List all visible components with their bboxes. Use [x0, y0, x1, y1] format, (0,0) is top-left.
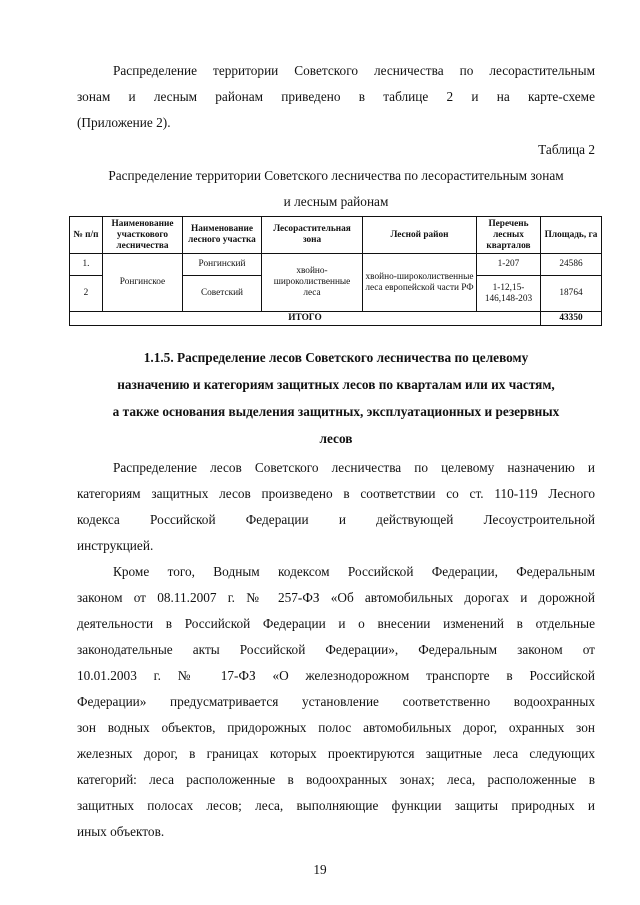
para2-line: законом от 08.11.2007 г. № 257-ФЗ «Об автомобильных дорогах и дорожной [77, 590, 595, 605]
intro-line: Распределение территории Советского лесничества по лесорастительным [113, 63, 595, 78]
heading-line: 1.1.5. Распределение лесов Советского лесничества по целевому [143, 350, 529, 365]
para1-line: инструкцией. [77, 538, 154, 553]
para2-line: деятельности в Российской Федерации и о внесении изменений в отдельные [77, 616, 595, 631]
heading-line: лесов [319, 431, 353, 446]
section-heading [77, 344, 595, 452]
para2-line: зон водных объектов, придорожных полос автомобильных дорог, охранных зон [77, 720, 595, 735]
cell-area: 18764 [541, 276, 602, 312]
paragraph-1 [77, 455, 595, 559]
cell-uchastok: Ронгинский [183, 254, 262, 276]
total-value: 43350 [541, 312, 602, 326]
para2-line: 10.01.2003 г. № 17-ФЗ «О железнодорожном транспорте в Российской [77, 668, 595, 683]
table-label: Таблица 2 [538, 142, 595, 157]
table-header-row [70, 217, 602, 254]
heading-line: назначению и категориям защитных лесов по кварталам или их частям, [117, 377, 555, 392]
header-uch-lesn: Наименование участкового лесничества [103, 217, 183, 254]
para2-line: железных дорог, в границах которых проектируются защитные леса следующих [77, 746, 595, 761]
header-num: № п/п [70, 217, 103, 254]
cell-kvartaly: 1-207 [477, 254, 541, 276]
forest-zones-table [69, 216, 602, 326]
header-area: Площадь, га [541, 217, 602, 254]
para2-line: защитных полосах лесов; леса, выполняющие функции защиты природных и [77, 798, 595, 813]
heading-line: а также основания выделения защитных, эксплуатационных и резервных [112, 404, 560, 419]
paragraph-2 [77, 559, 595, 845]
page-number: 19 [313, 862, 327, 877]
para2-line: Федерации» предусматривается установление соответственно водоохранных [77, 694, 595, 709]
cell-rayon: хвойно-широколиственные леса европейской части РФ [363, 254, 477, 312]
para2-line: категорий: леса расположенные в водоохранных зонах; леса, расположенные в [77, 772, 595, 787]
header-rayon: Лесной район [363, 217, 477, 254]
para2-line: законодательные акты Российской Федерации», Федеральным законом от [77, 642, 595, 657]
cell-kvartaly: 1-12,15-146,148-203 [477, 276, 541, 312]
para2-line: иных объектов. [77, 824, 165, 839]
table-title-line1: Распределение территории Советского лесничества по лесорастительным зонам [108, 168, 564, 183]
header-uchastok: Наименование лесного участка [183, 217, 262, 254]
table-total-row [70, 312, 602, 326]
intro-paragraph [77, 58, 595, 136]
header-zona: Лесорастительная зона [262, 217, 363, 254]
para1-line: категориям защитных лесов произведено в соответствии со ст. 110-119 Лесного [77, 486, 595, 501]
cell-area: 24586 [541, 254, 602, 276]
table-row [70, 254, 602, 276]
header-kvartaly: Перечень лесных кварталов [477, 217, 541, 254]
para2-line: Кроме того, Водным кодексом Российской Федерации, Федеральным [113, 564, 595, 579]
cell-num: 1. [70, 254, 103, 276]
cell-num: 2 [70, 276, 103, 312]
cell-uch-lesn: Ронгинское [103, 254, 183, 312]
cell-uchastok: Советский [183, 276, 262, 312]
intro-line: зонам и лесным районам приведено в таблице 2 и на карте-схеме [77, 89, 595, 104]
total-label: ИТОГО [70, 312, 541, 326]
para1-line: кодекса Российской Федерации и действующей Лесоустроительной [77, 512, 595, 527]
cell-zona: хвойно-широколиственные леса [262, 254, 363, 312]
para1-line: Распределение лесов Советского лесничества по целевому назначению и [113, 460, 595, 475]
table-title-line2: и лесным районам [283, 194, 389, 209]
intro-line: (Приложение 2). [77, 115, 171, 130]
